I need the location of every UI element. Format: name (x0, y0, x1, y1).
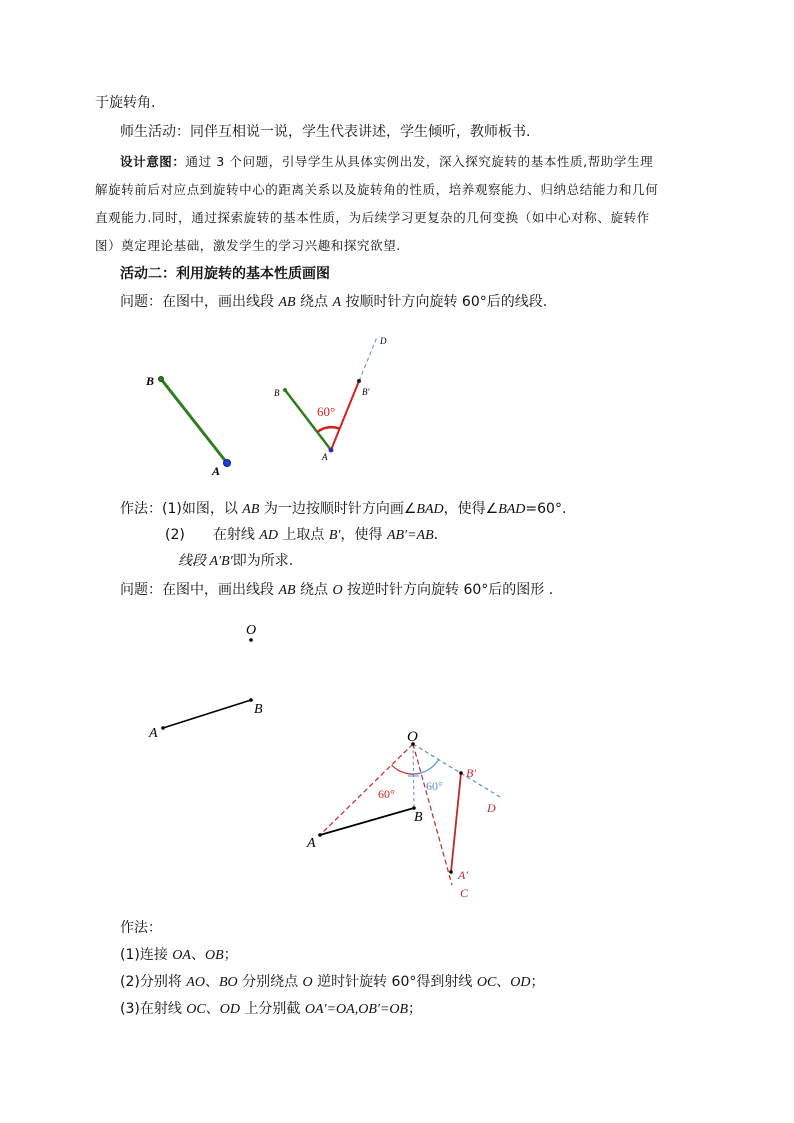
fig4-label-d: D (487, 801, 496, 815)
fig1-label-b: B (146, 374, 155, 388)
fig2-label-a: A (322, 452, 328, 462)
method-1-result: 线段 A′B′即为所求. (178, 553, 294, 569)
fig4-label-aprime: A′ (458, 868, 468, 882)
design-intent-text: 通过 3 个问题，引导学生从具体实例出发，深入探究旋转的基本性质,帮助学生理 (185, 154, 654, 169)
fig4-label-b: B (414, 810, 423, 825)
fig3-label-o: O (246, 623, 257, 638)
fig4-angle-label-blue: 60° (426, 779, 443, 793)
method-2-step-2: (2)分别将 AO、BO 分别绕点 O 逆时针旋转 60°得到射线 OC、OD； (120, 974, 545, 990)
question-2: 问题：在图中，画出线段 AB 绕点 O 按逆时针方向旋转 60°后的图形 . (120, 582, 554, 598)
fig2-label-d: D (380, 336, 387, 346)
fig3-label-b: B (254, 702, 263, 717)
fig4-label-bprime: B′ (466, 766, 476, 780)
design-intent-line-2: 解旋转前后对应点到旋转中心的距离关系以及旋转角的性质，培养观察能力、归纳总结能力和几何 (95, 182, 659, 197)
fig2-label-b: B (274, 388, 280, 398)
figure-3-segment-ab-point-o (148, 623, 263, 741)
fig4-label-c: C (460, 886, 469, 900)
text-line-1: 师生活动：同伴互相说一说，学生代表讲述，学生倾听，教师板书. (120, 124, 531, 140)
method-2-title: 作法： (120, 920, 162, 936)
design-intent-line-4: 图）奠定理论基础，激发学生的学习兴趣和探究欲望. (95, 238, 401, 253)
question-1: 问题：在图中，画出线段 AB 绕点 A 按顺时针方向旋转 60°后的线段. (120, 294, 548, 310)
text-line-0: 于旋转角. (95, 95, 156, 111)
fig3-label-a: A (149, 726, 158, 741)
fig2-label-bprime: B' (362, 387, 370, 397)
figure-1-segment-ab (145, 374, 231, 478)
figure-4-rotation-about-o (306, 729, 500, 900)
method-1-step-2: (2) 在射线 AD 上取点 B′，使得 AB′=AB. (165, 527, 439, 543)
fig4-angle-label-red: 60° (378, 787, 395, 801)
fig2-angle-label: 60° (317, 404, 336, 419)
method-1-step-1: 作法：(1)如图，以 AB 为一边按顺时针方向画∠BAD，使得∠BAD=60°. (120, 501, 567, 517)
fig1-label-a: A (212, 464, 221, 478)
fig4-label-o: O (407, 729, 418, 745)
fig4-label-a: A (307, 836, 316, 851)
method-2-step-3: (3)在射线 OC、OD 上分别截 OA′=OA,OB′=OB； (120, 1001, 423, 1017)
heading-activity-2: 活动二：利用旋转的基本性质画图 (120, 266, 330, 282)
design-intent-line-3: 直观能力.同时，通过探索旋转的基本性质，为后续学习更复杂的几何变换（如中心对称、旋转作 (95, 210, 650, 225)
figure-2-rotation-about-a (274, 336, 387, 462)
method-2-step-1: (1)连接 OA、OB； (120, 947, 238, 963)
design-intent-label: 设计意图： (120, 154, 186, 169)
